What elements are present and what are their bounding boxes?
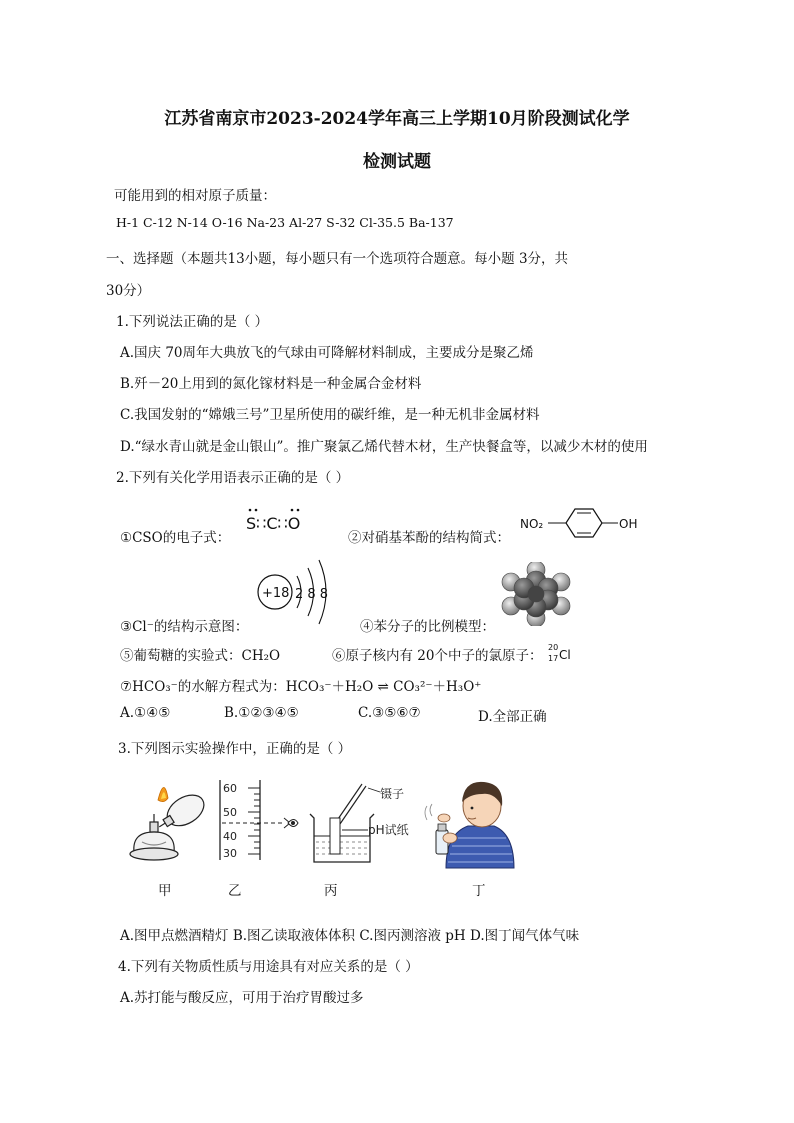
tick-30: 30 <box>223 847 237 860</box>
q2-option-a: A.①④⑤ <box>120 705 171 721</box>
electron-formula <box>244 503 308 541</box>
nitrophenol-svg <box>520 506 650 540</box>
figure-bing-svg <box>302 778 418 868</box>
figure-ding-svg <box>424 772 520 872</box>
section-heading-cont: 30分） <box>106 283 151 299</box>
figure-jia-alcohol-lamps <box>128 772 218 872</box>
q1-stem: 1.下列说法正确的是（ ） <box>116 314 269 330</box>
figure-yi-cylinder <box>214 778 300 866</box>
solution-hatch <box>316 842 368 854</box>
atomic-mass-values: H-1 C-12 N-14 O-16 Na-23 Al-27 S-32 Cl-35.5 Ba-137 <box>116 215 454 230</box>
q2-option-c: C.③⑤⑥⑦ <box>358 705 421 721</box>
nitrophenol-structure <box>520 506 650 544</box>
q4-option-a: A.苏打能与酸反应，可用于治疗胃酸过多 <box>120 990 364 1006</box>
q1-option-c: C.我国发射的“嫦娥三号”卫星所使用的碳纤维，是一种无机非金属材料 <box>120 407 540 423</box>
q2-item2: ②对硝基苯酚的结构简式： <box>348 530 510 546</box>
tick-50: 50 <box>223 806 237 819</box>
chloride-structure-diagram <box>255 554 335 638</box>
q2-item6: ⑥原子核内有 20个中子的氯原子： <box>332 648 543 664</box>
atomic-mass-heading: 可能用到的相对原子质量： <box>114 188 276 204</box>
q2-item7: ⑦HCO₃⁻的水解方程式为：HCO₃⁻＋H₂O ⇌ CO₃²⁻＋H₃O⁺ <box>120 679 482 695</box>
atomic-number: 17 <box>548 654 559 663</box>
no2-label: NO₂ <box>520 517 544 531</box>
fig-label-ding: 丁 <box>472 883 486 899</box>
page-title: 江苏省南京市2023-2024学年高三上学期10月阶段测试化学 <box>164 109 630 129</box>
q2-item1: ①CSO的电子式： <box>120 530 231 546</box>
lone-pair-dots <box>249 509 300 512</box>
q2-option-d: D.全部正确 <box>478 709 547 725</box>
tweezers <box>336 784 362 822</box>
label-ph-paper: pH试纸 <box>368 823 409 837</box>
element-symbol: Cl <box>559 648 571 662</box>
nucleus-charge: +18 <box>262 586 290 601</box>
figure-bing-beaker <box>302 778 418 872</box>
q2-item3: ③Cl⁻的结构示意图： <box>120 619 249 635</box>
q1-option-a: A.国庆 70周年大典放飞的气球由可降解材料制成，主要成分是聚乙烯 <box>120 345 534 361</box>
q1-option-d: D.“绿水青山就是金山银山”。推广聚氯乙烯代替木材，生产快餐盒等，以减少木材的使用 <box>120 439 648 455</box>
q2-stem: 2.下列有关化学用语表示正确的是（ ） <box>116 470 350 486</box>
tick-60: 60 <box>223 782 237 795</box>
fig-label-yi: 乙 <box>228 883 242 899</box>
mass-number: 20 <box>548 643 559 652</box>
fig-label-jia: 甲 <box>158 883 172 899</box>
q2-option-b: B.①②③④⑤ <box>224 705 299 721</box>
figure-jia-svg <box>128 772 218 868</box>
tick-40: 40 <box>223 830 237 843</box>
benzene-model-svg <box>498 562 574 626</box>
ph-paper <box>330 818 340 854</box>
chlorine-isotope <box>546 641 580 669</box>
figure-yi-svg <box>214 778 300 862</box>
section-heading: 一、选择题（本题共13小题，每小题只有一个选项符合题意。每小题 3分，共 <box>106 251 569 267</box>
q4-stem: 4.下列有关物质性质与用途具有对应关系的是（ ） <box>118 959 419 975</box>
q2-item5: ⑤葡萄糖的实验式：CH₂O <box>120 648 281 664</box>
fig-label-bing: 丙 <box>324 883 338 899</box>
q1-option-b: B.歼－20上用到的氮化镓材料是一种金属合金材料 <box>120 376 422 392</box>
oh-label: OH <box>619 517 638 531</box>
electron-formula-text: S∷C∷O <box>246 514 301 533</box>
label-tweezers: 镊子 <box>380 787 405 801</box>
electron-shells: 2 8 8 <box>295 587 329 602</box>
benzene-space-filling-model <box>498 562 574 630</box>
electron-formula-svg <box>244 503 308 537</box>
figure-ding-smelling <box>424 772 520 876</box>
q3-stem: 3.下列图示实验操作中，正确的是（ ） <box>118 741 352 757</box>
q2-item4: ④苯分子的比例模型： <box>360 619 495 635</box>
smell-lines <box>425 804 432 820</box>
q3-options: A.图甲点燃酒精灯 B.图乙读取液体体积 C.图丙测溶液 pH D.图丁闻气体气味 <box>120 928 580 944</box>
scale-ticks <box>248 788 260 854</box>
page-subtitle: 检测试题 <box>363 152 431 172</box>
isotope-svg <box>546 641 580 665</box>
chloride-svg <box>255 554 335 634</box>
